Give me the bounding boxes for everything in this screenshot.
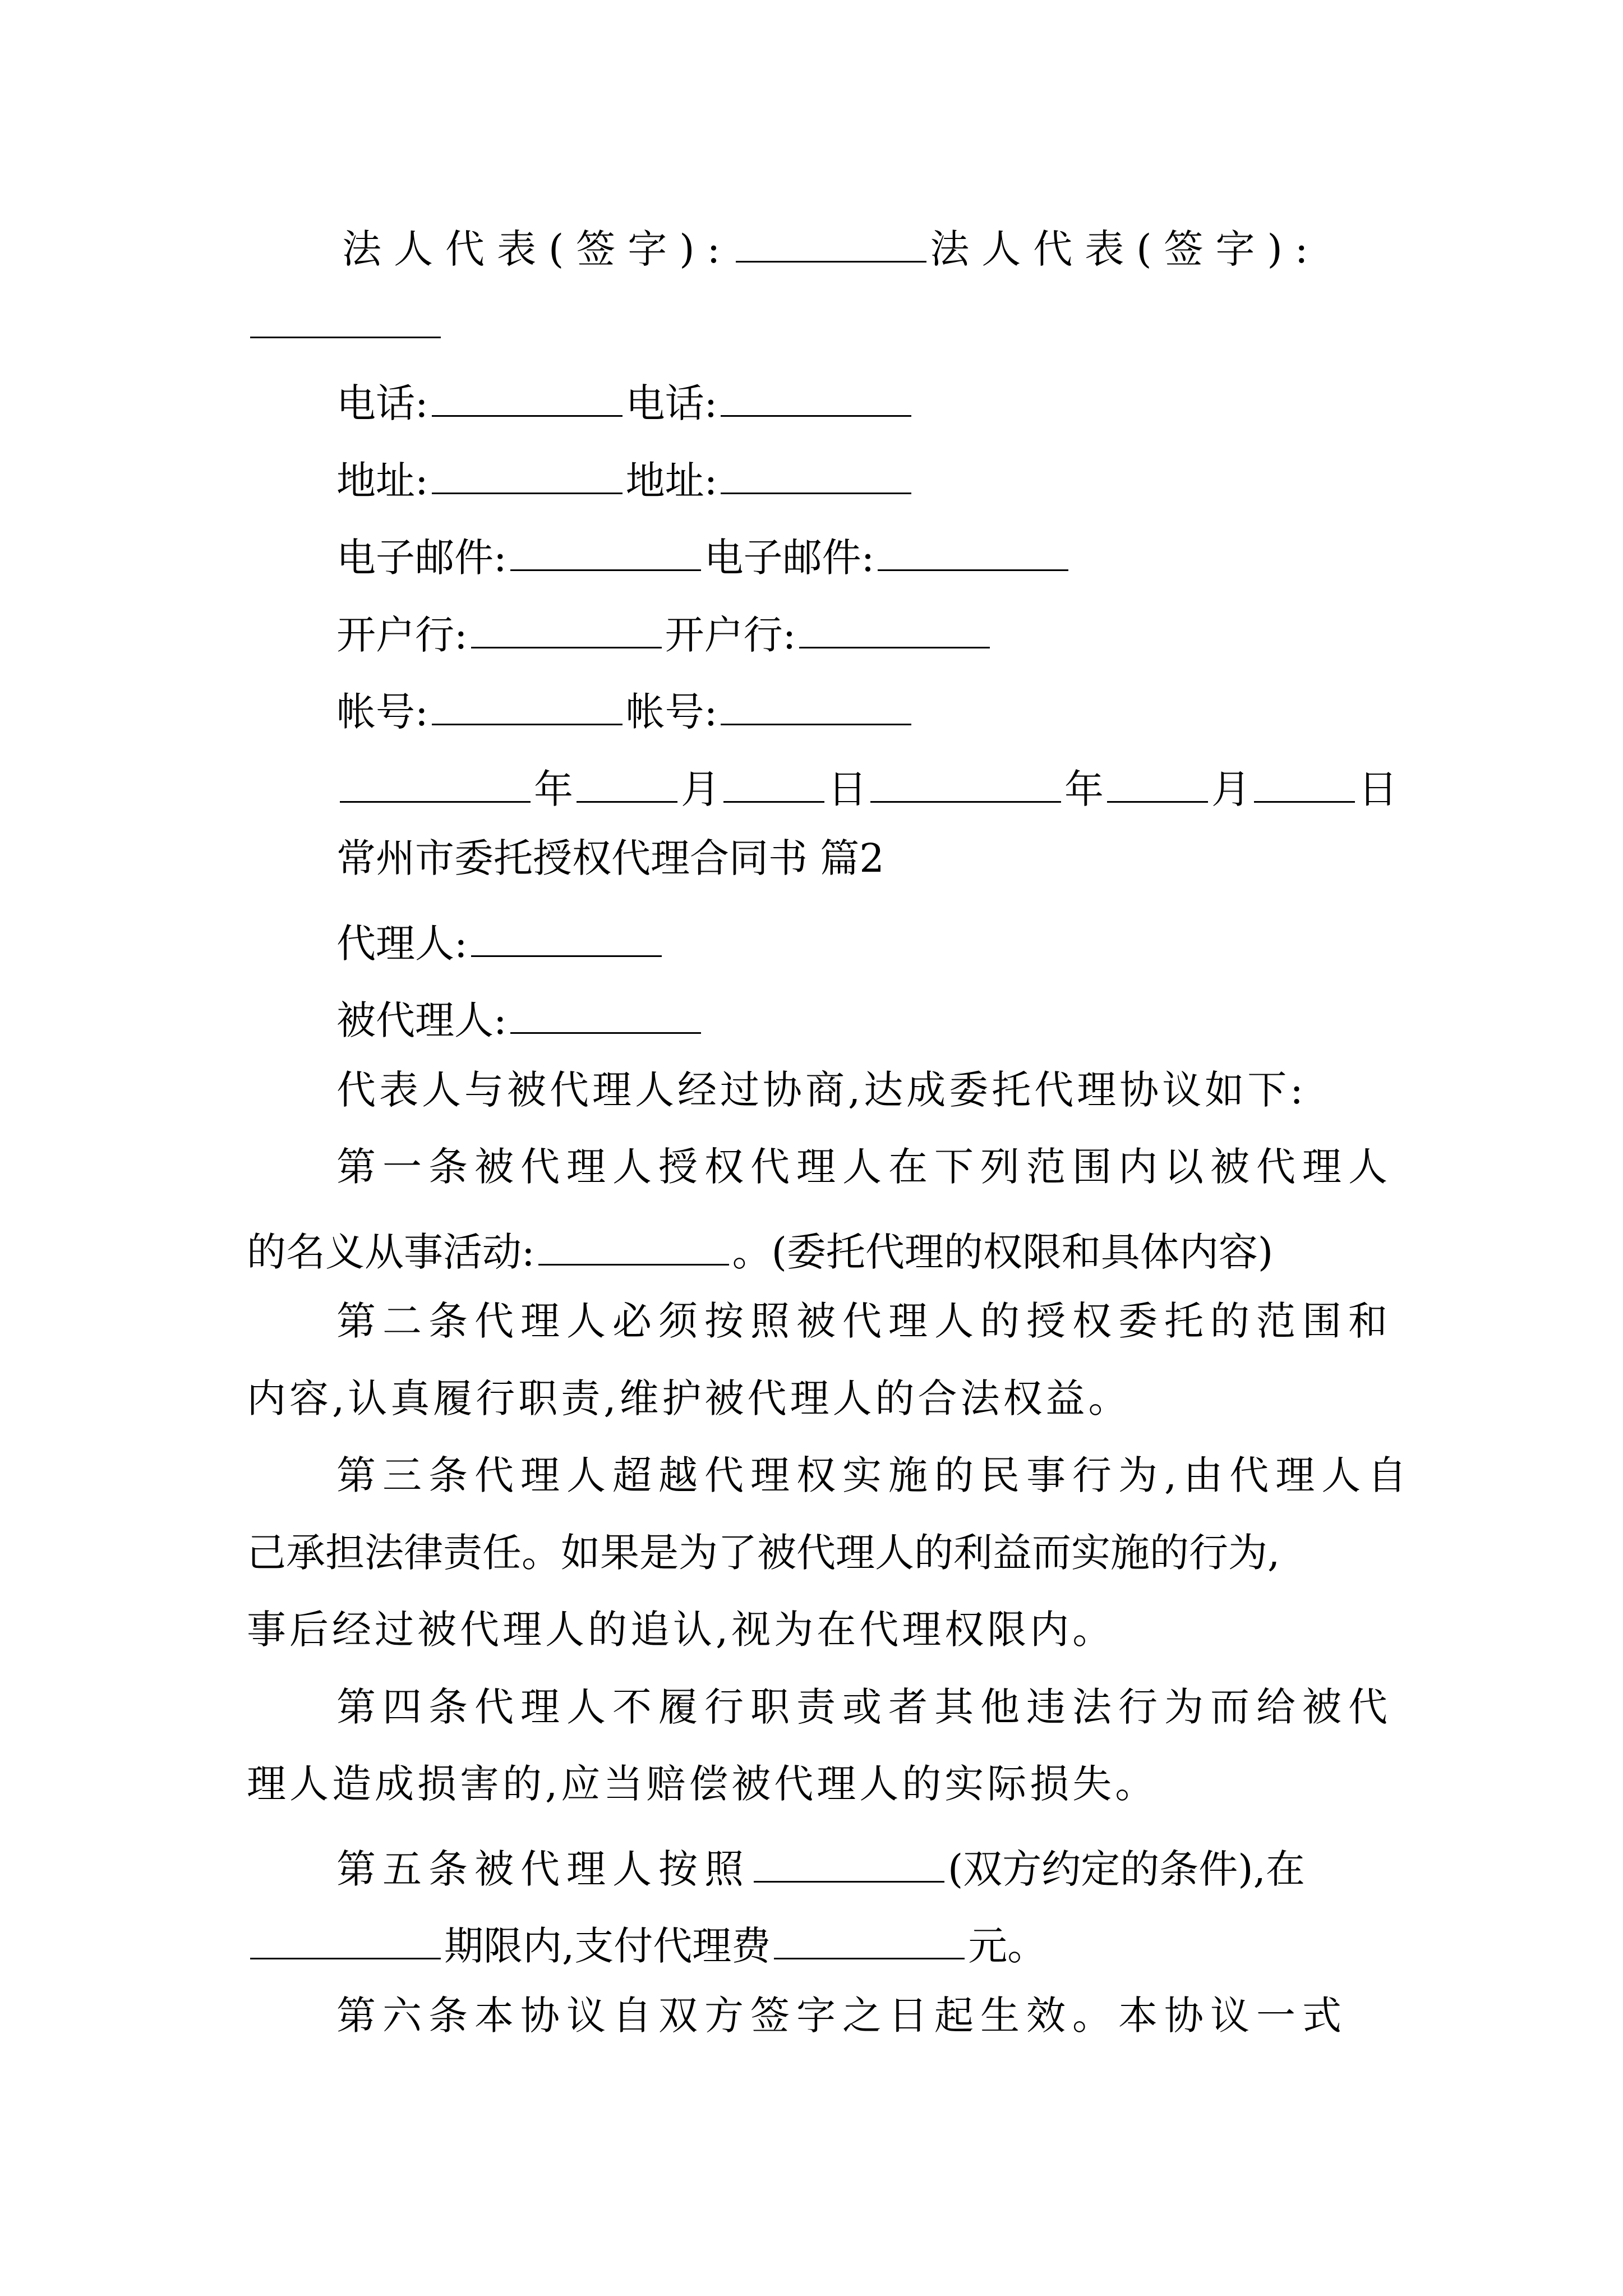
article3-line2: 己承担法律责任。如果是为了被代理人的利益而实施的行为, bbox=[247, 1530, 1280, 1576]
month-blank-left bbox=[577, 762, 677, 803]
address-label-left: 地址: bbox=[336, 458, 428, 504]
account-blank-left bbox=[432, 684, 623, 725]
agent-blank bbox=[471, 916, 662, 957]
day-blank-right bbox=[1254, 762, 1355, 803]
email-blank-right bbox=[878, 530, 1068, 571]
phone-label-right: 电话: bbox=[625, 380, 718, 426]
phone-row bbox=[0, 376, 1623, 426]
email-blank-left bbox=[510, 530, 701, 571]
email-label-left: 电子邮件: bbox=[336, 535, 507, 581]
condition-blank bbox=[754, 1842, 944, 1883]
article4-line1: 第四条代理人不履行职责或者其他违法行为而给被代 bbox=[336, 1684, 1394, 1730]
principal-label: 被代理人: bbox=[336, 997, 507, 1043]
article1-line2-a: 的名义从事活动: bbox=[247, 1229, 535, 1275]
email-label-right: 电子邮件: bbox=[704, 535, 875, 581]
article4-line2: 理人造成损害的,应当赔偿被代理人的实际损失。 bbox=[247, 1761, 1158, 1807]
article5-line2-b: 元。 bbox=[968, 1923, 1047, 1969]
intro-line: 代表人与被代理人经过协商,达成委托代理协议如下: bbox=[336, 1067, 1307, 1113]
address-blank-left bbox=[432, 453, 623, 494]
section-heading: 常州市委托授权代理合同书 篇2 bbox=[336, 835, 884, 881]
article3-line3: 事后经过被代理人的追认,视为在代理权限内。 bbox=[247, 1607, 1115, 1653]
year-blank-left bbox=[340, 762, 531, 803]
legal-rep-label-right: 法人代表(签字): bbox=[930, 226, 1321, 272]
legal-rep-row bbox=[0, 222, 1623, 272]
address-blank-right bbox=[721, 453, 911, 494]
article5-line1-a: 第五条被代理人按照 bbox=[336, 1846, 750, 1892]
principal-blank bbox=[510, 993, 701, 1034]
phone-label-left: 电话: bbox=[336, 380, 428, 426]
principal-row bbox=[0, 993, 1623, 1043]
period-blank bbox=[250, 1918, 441, 1959]
phone-blank-left bbox=[432, 376, 623, 417]
day-label-left: 日 bbox=[828, 766, 867, 812]
article3-line1: 第三条代理人超越代理权实施的民事行为,由代理人自 bbox=[336, 1452, 1414, 1498]
address-label-right: 地址: bbox=[625, 458, 718, 504]
article5-line2-a: 期限内,支付代理费 bbox=[444, 1923, 771, 1969]
day-blank-left bbox=[723, 762, 824, 803]
article1-line2-b: 。(委托代理的权限和具体内容) bbox=[732, 1229, 1274, 1275]
article5-line1 bbox=[0, 1842, 1623, 1892]
month-label-right: 月 bbox=[1211, 766, 1251, 812]
year-label-right: 年 bbox=[1064, 766, 1104, 812]
legal-rep-blank-right bbox=[250, 297, 441, 338]
account-row bbox=[0, 684, 1623, 735]
month-blank-right bbox=[1107, 762, 1208, 803]
article5-line2 bbox=[0, 1918, 1623, 1969]
legal-rep-continuation bbox=[0, 297, 1623, 344]
article2-line1: 第二条代理人必须按照被代理人的授权委托的范围和 bbox=[336, 1298, 1394, 1344]
article6-line1: 第六条本协议自双方签字之日起生效。本协议一式 bbox=[336, 1993, 1348, 2039]
address-row bbox=[0, 453, 1623, 504]
account-label-left: 帐号: bbox=[336, 689, 428, 735]
year-blank-right bbox=[870, 762, 1061, 803]
agent-row bbox=[0, 916, 1623, 967]
bank-label-right: 开户行: bbox=[665, 612, 796, 658]
bank-label-left: 开户行: bbox=[336, 612, 468, 658]
day-label-right: 日 bbox=[1358, 766, 1398, 812]
agent-label: 代理人: bbox=[336, 921, 468, 967]
article5-line1-b: (双方约定的条件),在 bbox=[948, 1846, 1305, 1892]
account-label-right: 帐号: bbox=[625, 689, 718, 735]
bank-row bbox=[0, 608, 1623, 658]
phone-blank-right bbox=[721, 376, 911, 417]
bank-blank-right bbox=[799, 608, 990, 648]
account-blank-right bbox=[721, 684, 911, 725]
article1-line2 bbox=[0, 1225, 1623, 1275]
legal-rep-blank-left bbox=[736, 222, 926, 263]
article2-line2: 内容,认真履行职责,维护被代理人的合法权益。 bbox=[247, 1375, 1131, 1421]
date-row bbox=[0, 762, 1623, 812]
article1-line1: 第一条被代理人授权代理人在下列范围内以被代理人 bbox=[336, 1144, 1394, 1190]
bank-blank-left bbox=[471, 608, 662, 648]
fee-blank bbox=[774, 1918, 965, 1959]
activity-blank bbox=[538, 1225, 729, 1266]
legal-rep-label-left: 法人代表(签字): bbox=[342, 226, 733, 272]
email-row bbox=[0, 530, 1623, 581]
year-label-left: 年 bbox=[534, 766, 573, 812]
month-label-left: 月 bbox=[681, 766, 720, 812]
